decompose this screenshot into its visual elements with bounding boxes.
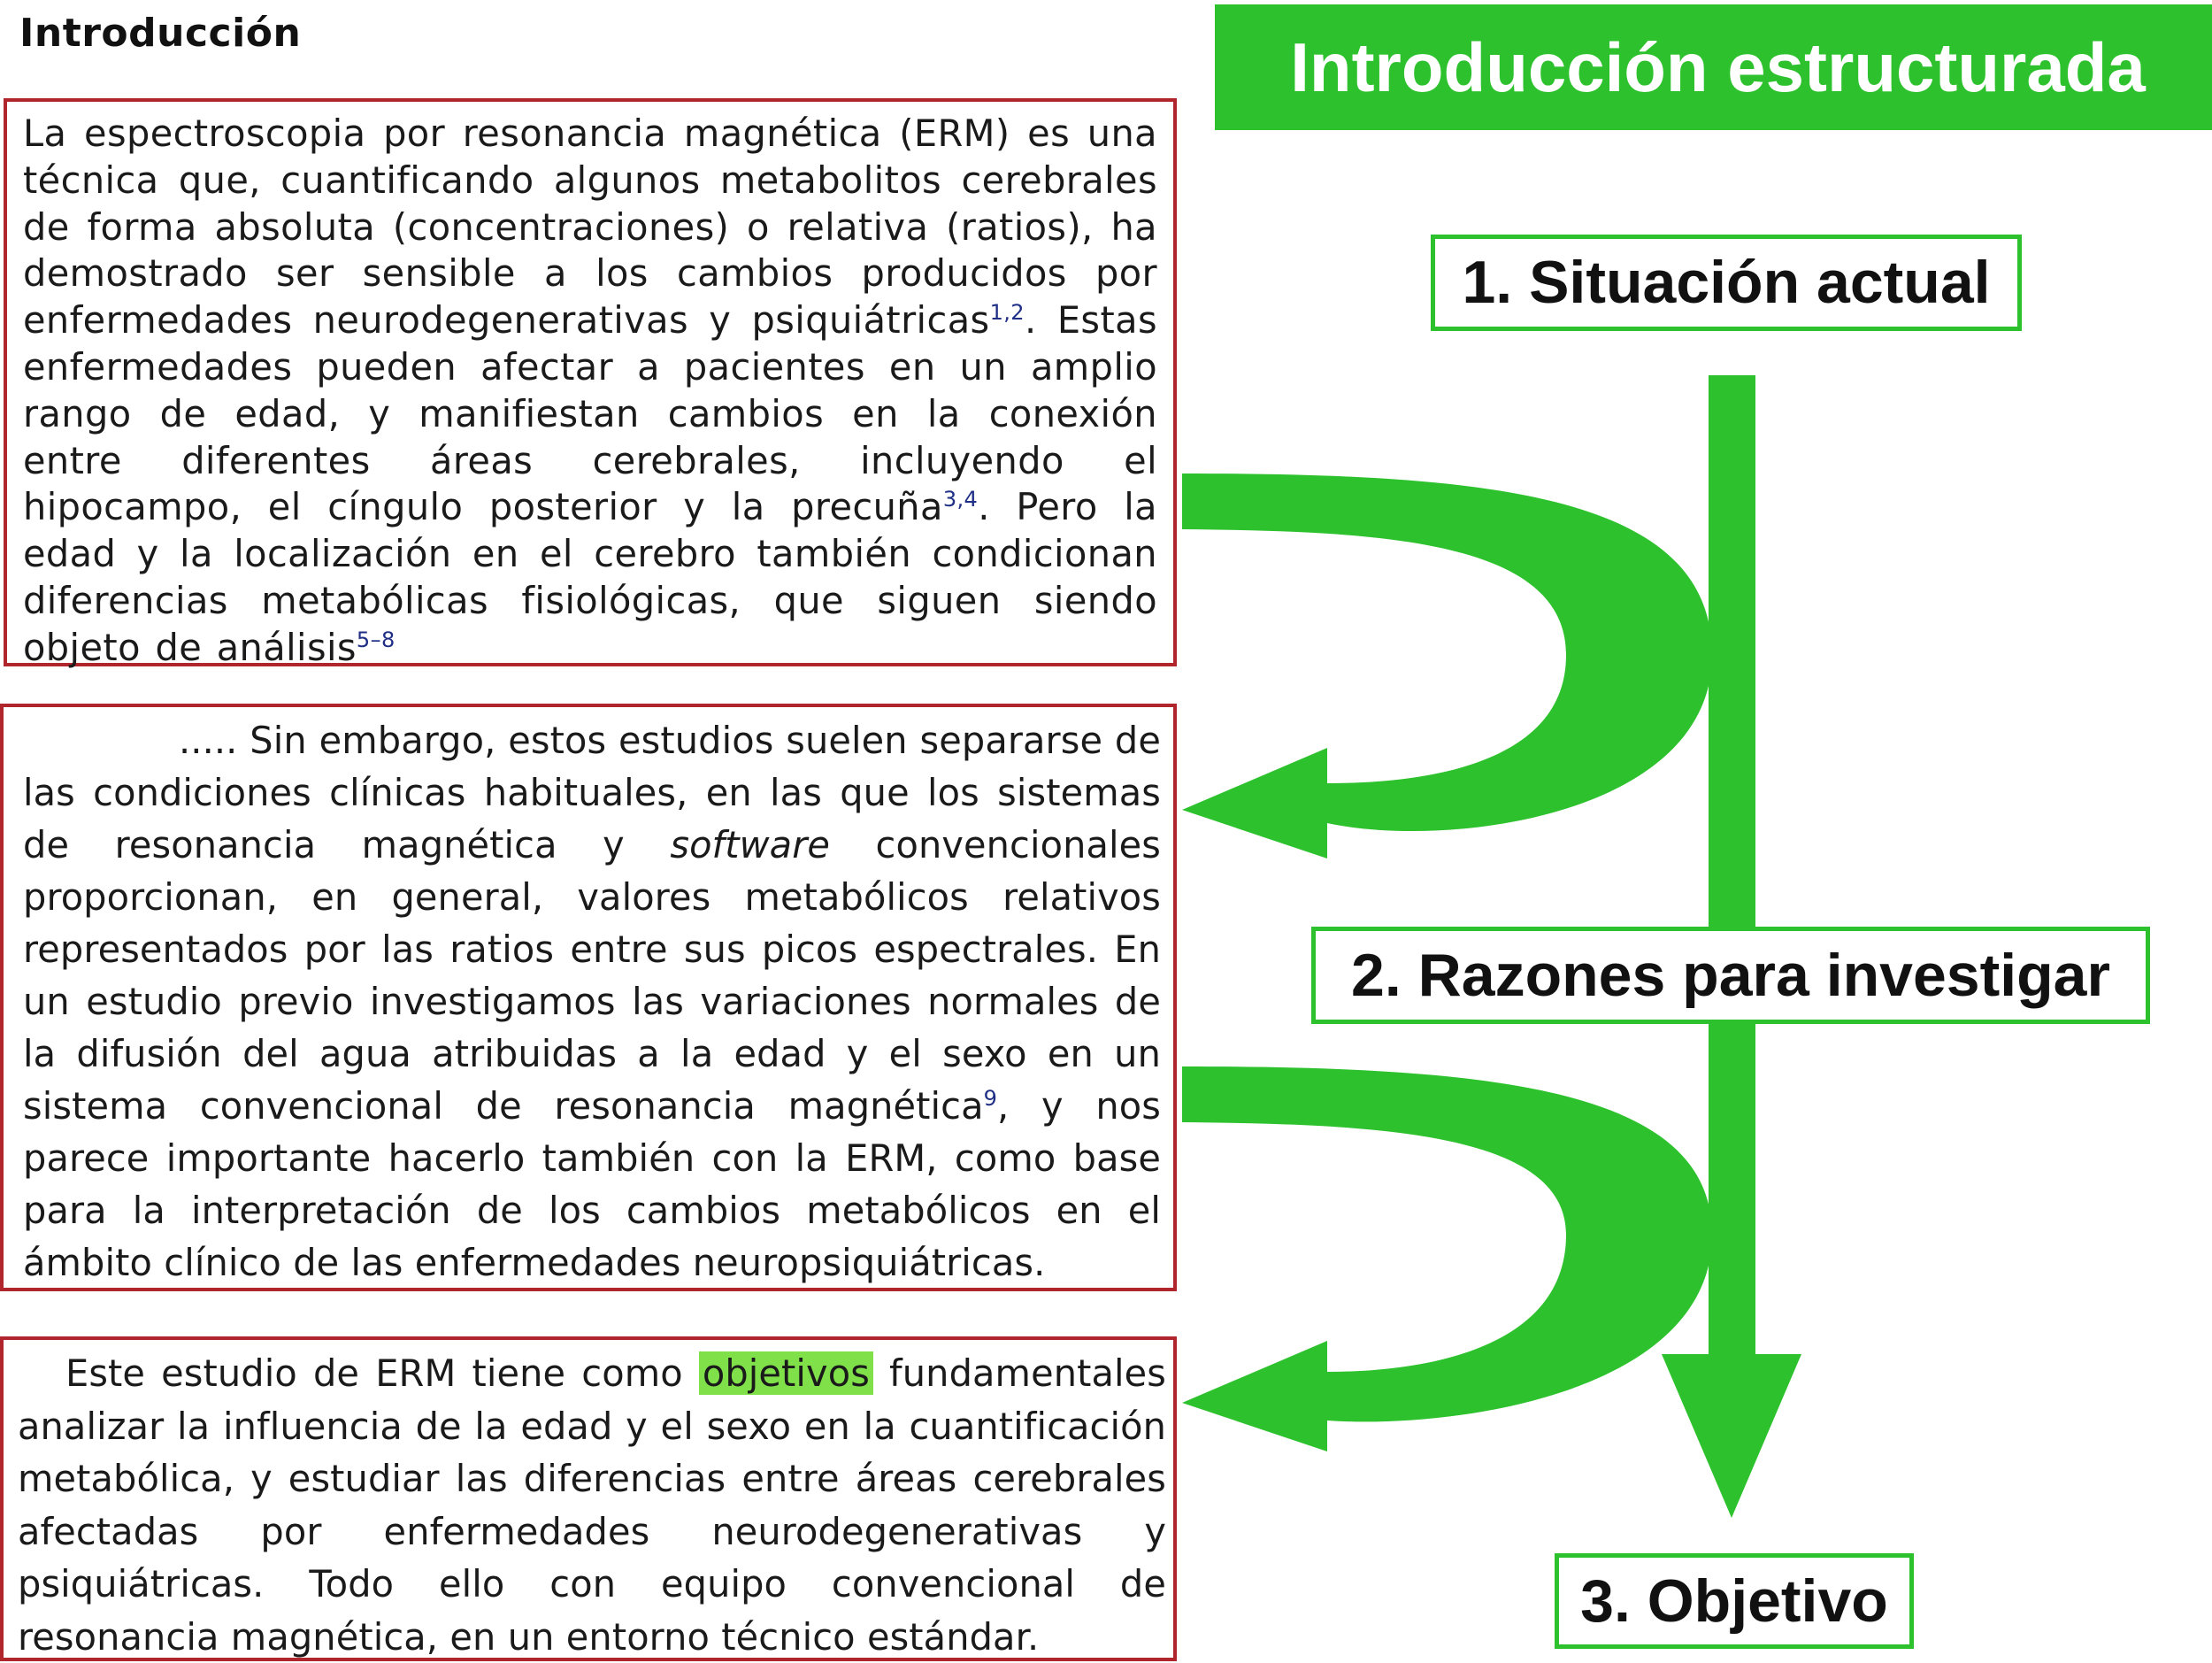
step-current-situation: 1. Situación actual <box>1431 235 2022 331</box>
reasons-paragraph <box>23 714 1161 1289</box>
curved-arrow-1 <box>1182 473 1712 858</box>
step-objective: 3. Objetivo <box>1555 1553 1914 1649</box>
structured-intro-banner: Introducción estructurada <box>1215 4 2212 130</box>
text-segment: convencionales proporcionan, en general, valores metabólicos relativos representados por las ratios entre sus picos espectrales. En un estudio previo investigamos las variaciones normales de la difusión del agua atribuidas a la edad y el sexo en un sistema convencional de resonancia magnética <box>23 823 1161 1128</box>
reference-superscript: 3,4 <box>942 487 979 512</box>
text-segment: . Pero la edad y la localización en el cerebro también condicionan diferencias metabólicas fisiológicas, que siguen siendo objeto de análisis <box>23 485 1157 669</box>
text-segment: fundamentales analizar la influencia de la edad y el sexo en la cuantificación metabólica, y estudiar las diferencias entre áreas cerebrales afectadas por enfermedades neurodegenerativas y psiquiátricas. Todo ello con equipo convencional de resonancia magnética, en un entorno técnico estándar. <box>18 1351 1166 1659</box>
reasons-textbox <box>0 704 1177 1291</box>
reference-superscript: 1,2 <box>989 300 1025 326</box>
text-segment: La espectroscopia por resonancia magnética (ERM) es una técnica que, cuantificando algunos metabolitos cerebrales de forma absoluta (concentraciones) o relativa (ratios), ha demostrado ser sensible a los cambios producidos por enfermedades neurodegenerativas y psiquiátricas <box>23 112 1157 343</box>
text-segment: ..... Sin embargo, estos estudios suelen separarse de las condiciones clínicas habituales, en las que los sistemas de resonancia magnética y <box>23 719 1161 866</box>
objective-paragraph <box>18 1347 1166 1663</box>
text-italic: software <box>670 823 831 866</box>
text-segment: . Estas enfermedades pueden afectar a pacientes en un amplio rango de edad, y manifiestan cambios en la conexión entre diferentes áreas cerebrales, incluyendo el hipocampo, el cíngulo posterior y la precuña <box>23 298 1157 529</box>
current-situation-textbox <box>4 98 1177 669</box>
reference-superscript: 9 <box>983 1086 998 1112</box>
text-segment: Este estudio de ERM tiene como <box>65 1351 699 1395</box>
step-reasons-to-investigate: 2. Razones para investigar <box>1311 927 2150 1024</box>
section-title: Introducción <box>19 11 302 56</box>
highlighted-word: objetivos <box>699 1351 873 1395</box>
objective-textbox <box>0 1336 1177 1661</box>
reference-superscript: 5–8 <box>356 627 396 652</box>
text-segment: , y nos parece importante hacerlo también con la ERM, como base para la interpretación de los cambios metabólicos en el ámbito clínico de las enfermedades neuropsiquiátricas. <box>23 1084 1161 1284</box>
curved-arrow-2 <box>1182 1066 1712 1451</box>
current-situation-paragraph <box>23 111 1157 672</box>
